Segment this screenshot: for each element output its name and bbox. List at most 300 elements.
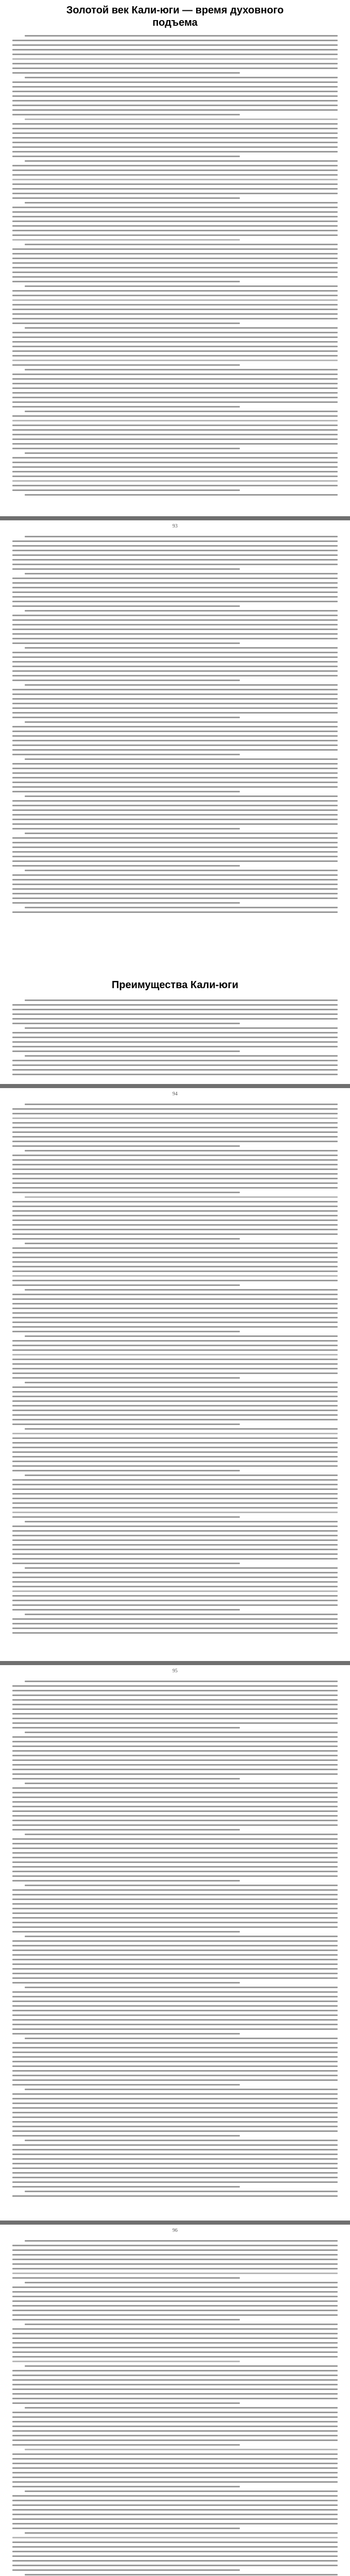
text-line <box>12 1064 338 1066</box>
text-line <box>12 2495 338 2497</box>
text-line <box>12 40 338 41</box>
text-line <box>25 77 338 78</box>
text-line <box>12 1192 240 1193</box>
text-line <box>12 2001 338 2002</box>
text-line <box>12 2439 338 2441</box>
text-line <box>12 448 240 449</box>
text-line <box>12 1699 338 1701</box>
text-line <box>12 2024 338 2025</box>
text-line <box>25 2282 338 2283</box>
text-line <box>12 2569 240 2571</box>
text-line <box>12 1041 338 1043</box>
text-line <box>25 202 338 204</box>
text-line <box>12 1493 338 1495</box>
text-line <box>25 1335 338 1337</box>
text-line <box>12 1996 338 1997</box>
text-line <box>25 2240 338 2242</box>
text-line <box>12 183 338 185</box>
text-line <box>12 2518 338 2520</box>
text-line <box>12 893 338 894</box>
text-line <box>12 1558 338 1560</box>
text-line <box>12 1164 338 1165</box>
text-line <box>12 540 338 542</box>
text-line <box>12 2546 338 2548</box>
text-line <box>12 1973 338 1974</box>
text-line <box>12 1410 338 1411</box>
text-line <box>12 1843 338 1844</box>
text-line <box>12 2075 338 2076</box>
text-line <box>12 2195 338 2197</box>
text-line <box>25 1681 338 1682</box>
text-line <box>25 1243 338 1244</box>
text-line <box>12 1889 338 1891</box>
text-line <box>12 54 338 55</box>
body-text <box>12 2240 338 2576</box>
text-line <box>12 299 338 301</box>
text-line <box>25 1936 338 1937</box>
text-line <box>12 846 338 848</box>
text-line <box>12 1871 338 1872</box>
text-line <box>12 777 338 778</box>
text-line <box>12 1861 338 1863</box>
text-line <box>12 828 240 829</box>
text-line <box>12 1363 338 1365</box>
text-line <box>12 689 338 690</box>
text-line <box>12 1940 338 1942</box>
text-line <box>25 118 338 120</box>
text-line <box>12 2351 338 2353</box>
text-line <box>12 123 338 125</box>
text-line <box>12 897 338 899</box>
text-line <box>12 2523 338 2524</box>
text-line <box>12 1945 338 1946</box>
text-line <box>12 2172 338 2174</box>
text-line <box>12 1345 338 1346</box>
text-line <box>12 1797 338 1798</box>
text-line <box>12 2167 338 2169</box>
text-line <box>12 1685 338 1687</box>
text-line <box>12 624 338 625</box>
text-line <box>12 2181 338 2183</box>
text-line <box>12 2337 338 2339</box>
text-line <box>12 2509 338 2511</box>
text-line <box>12 1117 338 1119</box>
text-line <box>12 823 338 825</box>
text-line <box>12 1032 338 1033</box>
text-line <box>12 346 338 347</box>
text-line <box>12 216 338 217</box>
text-line <box>12 596 338 598</box>
text-line <box>12 1704 338 1705</box>
text-line <box>12 1359 338 1360</box>
text-line <box>12 1400 338 1402</box>
text-line <box>12 1219 338 1221</box>
text-line <box>12 1773 338 1775</box>
text-line <box>25 327 338 329</box>
text-line <box>12 462 338 463</box>
text-line <box>12 2328 338 2330</box>
text-line <box>12 1708 338 1710</box>
text-line <box>12 1912 338 1914</box>
text-line <box>12 1173 338 1175</box>
text-line <box>12 67 338 69</box>
text-line <box>12 1623 338 1624</box>
text-line <box>25 833 338 834</box>
text-line <box>12 1155 338 1156</box>
text-line <box>12 1963 338 1965</box>
text-line <box>12 2116 338 2118</box>
text-line <box>12 1926 338 1928</box>
text-line <box>12 2430 338 2432</box>
text-line <box>12 2384 338 2385</box>
text-line <box>12 1433 338 1434</box>
text-line <box>12 2356 338 2358</box>
page-1 <box>0 0 350 516</box>
text-line <box>12 2245 338 2246</box>
text-line <box>12 1736 338 1738</box>
text-line <box>12 401 338 403</box>
text-line <box>12 2537 338 2538</box>
text-line <box>12 1530 338 1532</box>
text-line <box>25 1289 338 1291</box>
text-line <box>12 1479 338 1481</box>
text-line <box>12 1954 338 1956</box>
text-line <box>12 1331 240 1332</box>
text-line <box>25 35 338 37</box>
text-line <box>12 1563 240 1564</box>
text-line <box>12 1852 338 1854</box>
text-line <box>12 1456 338 1458</box>
text-line <box>25 999 338 1001</box>
text-line <box>12 2477 338 2478</box>
text-line <box>12 397 338 398</box>
text-line <box>12 856 338 857</box>
text-line <box>12 1261 338 1263</box>
text-line <box>12 2347 338 2348</box>
text-line <box>12 2005 338 2007</box>
text-line <box>12 726 338 727</box>
text-line <box>12 2504 338 2506</box>
text-line <box>12 874 338 876</box>
text-line <box>12 1405 338 1406</box>
text-line <box>12 1470 240 1471</box>
text-line <box>12 809 338 811</box>
text-line <box>12 1950 338 1951</box>
text-line <box>12 72 240 74</box>
text-line <box>12 1722 338 1724</box>
text-line <box>12 1340 338 1342</box>
text-line <box>12 1210 338 1212</box>
text-line <box>12 304 338 306</box>
text-line <box>12 2084 240 2086</box>
text-line <box>12 1122 338 1124</box>
text-line <box>12 1690 338 1691</box>
text-line <box>12 1414 338 1416</box>
text-line <box>12 1581 338 1583</box>
text-line <box>12 1894 338 1895</box>
text-line <box>12 290 338 292</box>
text-line <box>12 615 338 616</box>
text-line <box>12 2458 338 2460</box>
text-line <box>25 647 338 649</box>
text-line <box>12 2416 338 2418</box>
text-line <box>12 253 338 255</box>
text-line <box>12 1238 240 1240</box>
text-line <box>12 1447 338 1448</box>
text-line <box>12 749 338 751</box>
text-line <box>12 865 240 867</box>
text-line <box>12 675 338 676</box>
text-line <box>12 1229 338 1230</box>
page-number: 94 <box>172 1091 178 1097</box>
text-line <box>12 1586 338 1587</box>
text-line <box>12 763 338 765</box>
text-line <box>12 2163 338 2164</box>
text-line <box>12 2154 338 2155</box>
text-line <box>12 768 338 769</box>
text-line <box>12 1618 338 1620</box>
text-line <box>12 554 338 556</box>
text-line <box>12 364 240 366</box>
text-line <box>12 860 338 862</box>
text-line <box>12 2144 338 2146</box>
text-line <box>12 837 338 839</box>
text-line <box>12 814 338 816</box>
text-line <box>12 1600 338 1601</box>
text-line <box>12 2070 338 2072</box>
text-line <box>12 545 338 547</box>
text-line <box>25 1885 338 1886</box>
text-line <box>12 2333 338 2334</box>
text-line <box>12 2467 338 2469</box>
text-line <box>12 1317 338 1318</box>
text-line <box>12 1060 338 1061</box>
text-line <box>12 1023 240 1024</box>
text-line <box>12 374 338 375</box>
text-line <box>12 1294 338 1295</box>
text-line <box>12 1787 338 1789</box>
text-line <box>12 1451 338 1453</box>
text-line <box>12 1755 338 1756</box>
text-line <box>12 2463 338 2464</box>
text-line <box>12 1465 338 1467</box>
text-line <box>25 684 338 686</box>
text-line <box>25 2038 338 2039</box>
text-line <box>12 1604 338 1606</box>
text-line <box>12 1991 338 1993</box>
text-line <box>12 1368 338 1369</box>
page-number: 96 <box>172 2228 178 2233</box>
text-line <box>12 1718 338 1719</box>
text-line <box>12 1303 338 1304</box>
text-line <box>12 2286 338 2288</box>
text-line <box>12 1113 338 1114</box>
text-line <box>25 2574 338 2575</box>
text-line <box>12 2300 338 2302</box>
section-title <box>0 979 350 991</box>
text-line <box>12 2277 240 2279</box>
text-line <box>12 197 240 199</box>
text-line <box>12 1488 338 1490</box>
text-line <box>12 642 240 644</box>
text-line <box>12 1396 338 1397</box>
text-line <box>12 420 338 421</box>
text-line <box>12 146 338 148</box>
text-line <box>25 536 338 537</box>
text-line <box>12 2098 338 2099</box>
text-line <box>12 2121 338 2123</box>
text-line <box>12 49 338 50</box>
text-line <box>12 652 338 653</box>
text-line <box>12 2126 338 2127</box>
text-line <box>12 1908 338 1909</box>
text-line <box>25 452 338 454</box>
text-line <box>12 262 338 264</box>
text-line <box>12 91 338 92</box>
text-line <box>12 703 338 704</box>
text-line <box>12 1354 338 1355</box>
text-line <box>12 601 338 602</box>
document-title <box>0 4 350 29</box>
text-line <box>12 1391 338 1393</box>
text-line <box>12 128 338 129</box>
text-line <box>12 1018 338 1020</box>
text-line <box>12 221 338 222</box>
text-line <box>12 2379 338 2381</box>
text-line <box>12 2056 338 2058</box>
text-line <box>12 2560 338 2562</box>
text-line <box>12 911 338 913</box>
text-line <box>12 1516 240 1518</box>
text-line <box>12 2254 338 2256</box>
page-3 <box>0 1088 350 1661</box>
text-line <box>12 1206 338 1207</box>
body-text <box>12 1681 338 2200</box>
text-line <box>12 1437 338 1439</box>
text-line <box>12 234 338 236</box>
text-line <box>12 100 338 101</box>
text-line <box>12 2047 338 2048</box>
text-line <box>12 693 338 695</box>
text-line <box>25 244 338 245</box>
text-line <box>12 434 338 435</box>
text-line <box>12 1759 338 1761</box>
text-line <box>12 1461 338 1462</box>
text-line <box>12 86 338 88</box>
text-line <box>12 378 338 380</box>
text-line <box>12 156 240 157</box>
text-line <box>12 791 240 792</box>
text-line <box>12 1233 338 1235</box>
text-line <box>12 476 338 477</box>
page-5 <box>0 2225 350 2576</box>
text-line <box>12 207 338 208</box>
text-line <box>25 1521 338 1522</box>
text-line <box>12 2398 338 2399</box>
text-line <box>12 1484 338 1485</box>
text-line <box>12 272 338 273</box>
text-line <box>25 2191 338 2192</box>
text-line <box>12 698 338 700</box>
text-line <box>12 2028 338 2030</box>
text-line <box>12 1820 338 1821</box>
text-line <box>12 1349 338 1351</box>
title-line-2: подъема <box>152 17 198 28</box>
text-line <box>12 680 240 681</box>
text-line <box>12 2555 338 2557</box>
text-line <box>12 350 338 352</box>
text-line <box>12 1838 338 1840</box>
text-line <box>12 559 338 561</box>
text-line <box>12 1215 338 1216</box>
text-line <box>12 1201 338 1202</box>
text-line <box>25 870 338 871</box>
text-line <box>12 1815 338 1817</box>
text-line <box>12 740 338 741</box>
text-line <box>12 1050 240 1052</box>
text-line <box>12 633 338 635</box>
text-line <box>12 670 338 672</box>
text-line <box>25 1834 338 1835</box>
text-line <box>12 2370 338 2371</box>
text-line <box>12 884 338 885</box>
text-line <box>12 2388 338 2390</box>
text-line <box>12 2472 338 2473</box>
text-line <box>12 587 338 588</box>
text-line <box>12 2103 338 2104</box>
text-line <box>12 313 338 315</box>
text-line <box>12 2093 338 2095</box>
text-line <box>12 2310 338 2311</box>
text-line <box>12 1903 338 1905</box>
text-line <box>12 2444 240 2446</box>
text-line <box>25 1027 338 1029</box>
text-line <box>12 425 338 426</box>
text-line <box>12 2296 338 2297</box>
text-line <box>12 323 240 324</box>
text-line <box>12 193 338 194</box>
text-line <box>12 2010 338 2011</box>
text-line <box>12 1577 338 1578</box>
text-line <box>12 1880 240 1882</box>
text-line <box>25 758 338 760</box>
text-line <box>12 754 240 755</box>
text-line <box>12 2268 338 2269</box>
text-line <box>12 211 338 213</box>
text-line <box>12 1829 240 1831</box>
text-line <box>12 1857 338 1858</box>
text-line <box>12 1931 240 1933</box>
text-line <box>12 58 338 60</box>
text-line <box>12 2314 338 2316</box>
text-line <box>12 2249 338 2251</box>
text-line <box>12 1257 338 1258</box>
text-line <box>12 1131 338 1133</box>
section-title-text: Преимущества Кали-юги <box>112 979 238 991</box>
text-line <box>12 2065 338 2067</box>
text-line <box>12 1004 338 1006</box>
text-line <box>12 2500 338 2501</box>
text-line <box>12 2259 338 2260</box>
text-line <box>12 1224 338 1226</box>
page-number: 93 <box>172 523 178 529</box>
text-line <box>12 1544 338 1546</box>
text-line <box>12 81 338 83</box>
text-line <box>12 805 338 806</box>
text-line <box>12 1694 338 1696</box>
text-line <box>25 721 338 723</box>
text-line <box>12 1252 338 1253</box>
